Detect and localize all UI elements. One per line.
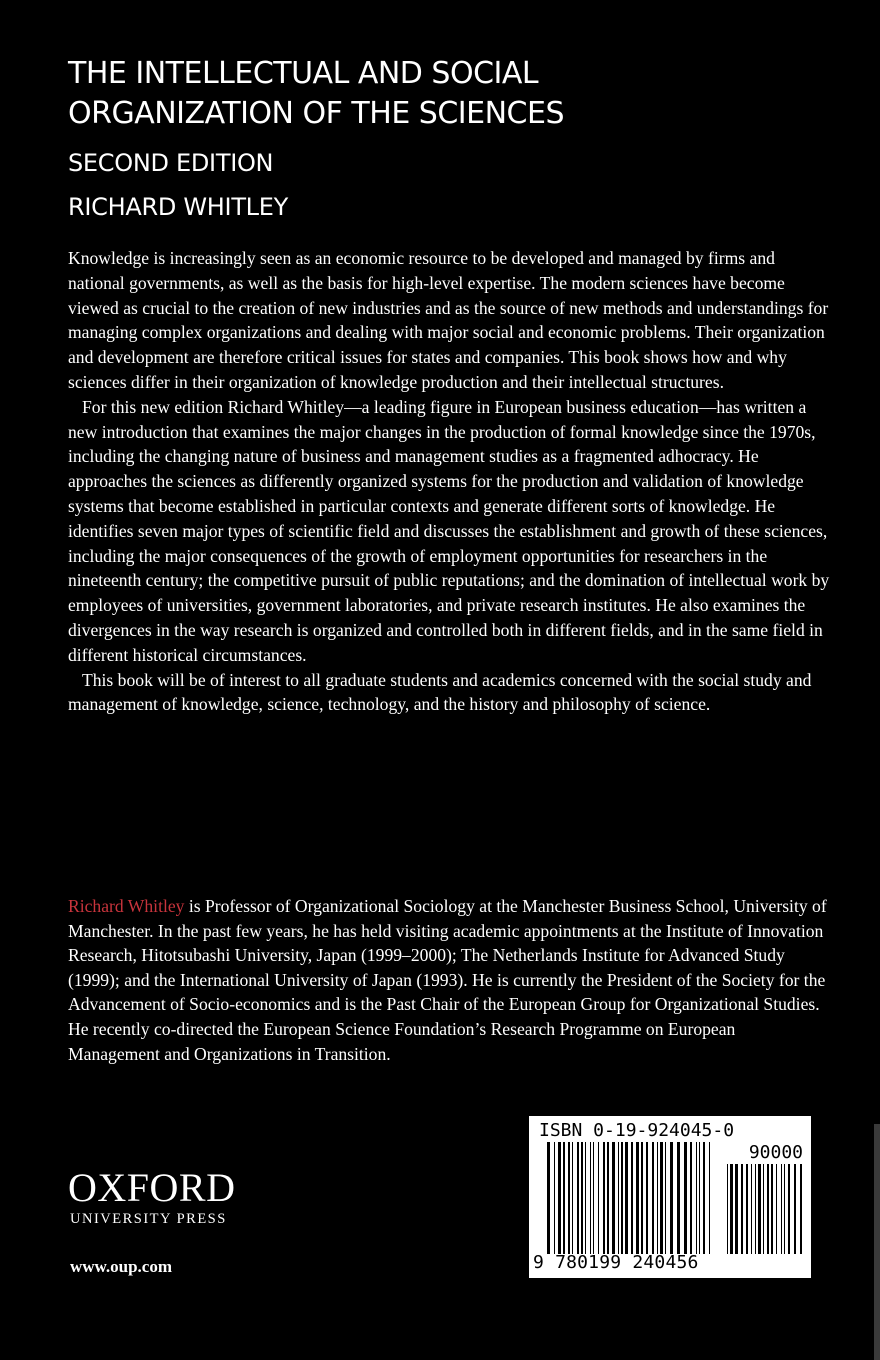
blurb-paragraph-3: This book will be of interest to all graduate students and academics concerned with the social study and management of knowledge, science, technology, and the history and philosophy of science. <box>68 669 812 715</box>
barcode-bar <box>558 1142 561 1254</box>
barcode-bar <box>758 1164 761 1254</box>
edition-label: SECOND EDITION <box>68 149 274 177</box>
barcode-bar <box>547 1142 550 1254</box>
barcode-bar <box>709 1142 710 1254</box>
barcode-bar <box>657 1142 658 1254</box>
barcode-bar <box>554 1142 555 1254</box>
author-name: RICHARD WHITLEY <box>68 193 288 221</box>
book-title-line-1: THE INTELLECTUAL AND SOCIAL <box>68 56 539 91</box>
book-title <box>68 54 828 134</box>
barcode-bar <box>735 1164 738 1254</box>
barcode-bar <box>696 1142 697 1254</box>
barcode-bar <box>670 1142 673 1254</box>
barcode-bar <box>646 1142 648 1254</box>
barcode-bar <box>581 1142 583 1254</box>
barcode-bar <box>641 1142 643 1254</box>
barcode-bar <box>684 1142 687 1254</box>
barcode-bar <box>767 1164 769 1254</box>
university-press-label: UNIVERSITY PRESS <box>70 1211 227 1227</box>
barcode-bar <box>572 1142 573 1254</box>
publisher-url: www.oup.com <box>70 1257 173 1276</box>
barcode-bar <box>563 1142 565 1254</box>
barcode-bar <box>598 1142 599 1254</box>
barcode-bar <box>730 1164 733 1254</box>
barcode-bar <box>690 1142 692 1254</box>
blurb-paragraph-1: Knowledge is increasingly seen as an economic resource to be developed and managed by firms and national governments, as well as the basis for high-level expertise. The modern sciences have become viewed as crucial to the creation of new industries and as the source of new methods and understandings for managing complex organizations and dealing with major social and economic problems. Their organization and development are therefore critical issues for states and companies. This book shows how and why sciences differ in their organization of knowledge production and their intellectual structures. <box>68 248 829 392</box>
barcode-bar <box>585 1142 586 1254</box>
barcode-bar <box>621 1142 623 1254</box>
book-title-line-2: ORGANIZATION OF THE SCIENCES <box>68 96 564 131</box>
ean-number: 9 780199 240456 <box>533 1252 699 1273</box>
blurb-paragraph-2: For this new edition Richard Whitley—a leading figure in European business education—has written a new introduction that examines the major changes in the production of formal knowledge since the 1970s, including the changing nature of business and management studies as a fragmented adhocracy. He approaches the sciences as differently organized systems for the production and validation of knowledge systems that become established in particular contexts and generate different sorts of knowledge. He identifies seven major types of scientific field and discusses the establishment and growth of these sciences, including the major consequences of the growth of employment opportunities for researchers in the nineteenth century; the competitive pursuit of public reputations; and the domination of intellectual work by employees of universities, government laboratories, and private research institutes. He also examines the divergences in the way research is organized and controlled both in different fields, and in the same field in different historical circumstances. <box>68 396 830 665</box>
author-bio-name: Richard Whitley <box>68 896 185 916</box>
barcode-bar <box>755 1164 756 1254</box>
isbn-barcode <box>529 1116 811 1278</box>
barcode-bar <box>788 1164 790 1254</box>
price-addon-code: 90000 <box>748 1142 803 1163</box>
barcode-bar <box>677 1142 680 1254</box>
barcode-bar <box>741 1164 743 1254</box>
barcode-bars <box>545 1142 807 1262</box>
barcode-bar <box>727 1164 728 1254</box>
barcode-bar <box>771 1164 773 1254</box>
barcode-bar <box>665 1142 666 1254</box>
cover-edge <box>874 1124 880 1360</box>
barcode-bar <box>631 1142 633 1254</box>
barcode-bar <box>776 1164 777 1254</box>
barcode-bar <box>636 1142 639 1254</box>
oxford-logo: OXFORD <box>68 1165 236 1210</box>
barcode-bar <box>794 1164 796 1254</box>
barcode-bar <box>746 1164 748 1254</box>
barcode-bar <box>590 1142 591 1254</box>
author-bio <box>68 894 830 1066</box>
barcode-bar <box>607 1142 609 1254</box>
barcode-bar <box>784 1164 785 1254</box>
barcode-bar <box>603 1142 605 1254</box>
barcode-bar <box>751 1164 752 1254</box>
barcode-bar <box>593 1142 594 1254</box>
barcode-bar <box>618 1142 619 1254</box>
isbn-number: ISBN 0-19-924045-0 <box>539 1120 735 1141</box>
barcode-bar <box>763 1164 764 1254</box>
barcode-bar <box>625 1142 628 1254</box>
blurb <box>68 246 830 717</box>
barcode-bar <box>781 1164 782 1254</box>
barcode-bar <box>652 1142 654 1254</box>
barcode-bar <box>660 1142 663 1254</box>
barcode-bar <box>568 1142 570 1254</box>
author-bio-text: is Professor of Organizational Sociology at the Manchester Business School, University of Manchester. In the past few years, he has held visiting academic appointments at the Institute of Innovation Research, Hitotsubashi University, Japan (1999–2000); The Netherlands Institute for Advanced Study (1999); and the International University of Japan (1993). He is currently the President of the Society for the Advancement of Socio-economics and is the Past Chair of the European Group for Organizational Studies. He recently co-directed the European Science Foundation’s Research Programme on European Management and Organizations in Transition. <box>68 896 827 1064</box>
barcode-bar <box>699 1142 700 1254</box>
barcode-bar <box>800 1164 802 1254</box>
barcode-bar <box>577 1142 579 1254</box>
barcode-bar <box>703 1142 705 1254</box>
barcode-bar <box>612 1142 615 1254</box>
